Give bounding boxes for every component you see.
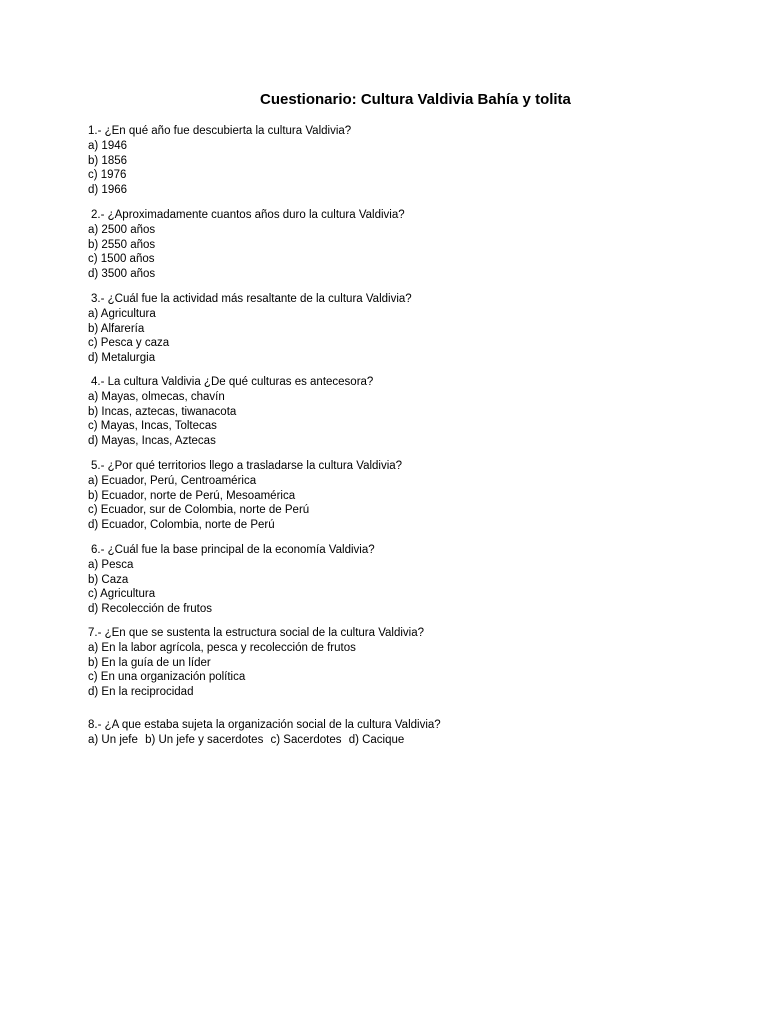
question-7-option-b: b) En la guía de un líder — [88, 656, 211, 669]
question-3-option-c: c) Pesca y caza — [88, 337, 170, 350]
question-5-option-d: d) Ecuador, Colombia, norte de Perú — [88, 519, 275, 532]
question-2 — [88, 208, 405, 282]
question-4-option-b: b) Incas, aztecas, tiwanacota — [88, 405, 237, 418]
question-8-option-d: d) Cacique — [348, 733, 405, 746]
question-3-option-d: d) Metalurgia — [88, 352, 156, 365]
question-1-option-b: b) 1856 — [88, 154, 128, 167]
question-8-option-c: c) Sacerdotes — [270, 733, 342, 746]
question-1-option-c: c) 1976 — [88, 169, 127, 182]
question-2-option-b: b) 2550 años — [88, 238, 156, 251]
question-4-option-a: a) Mayas, olmecas, chavín — [88, 390, 225, 403]
question-3 — [88, 292, 412, 366]
question-5 — [88, 459, 402, 533]
question-6-option-b: b) Caza — [88, 573, 129, 586]
question-7 — [88, 626, 424, 700]
question-1-option-d: d) 1966 — [88, 184, 128, 197]
question-3-option-b: b) Alfarería — [88, 322, 145, 335]
question-2-option-d: d) 3500 años — [88, 268, 156, 281]
question-7-option-c: c) En una organización política — [88, 671, 246, 684]
question-2-text: 2.- ¿Aproximadamente cuantos años duro la cultura Valdivia? — [91, 209, 405, 221]
question-1 — [88, 124, 351, 198]
question-4-text: 4.- La cultura Valdivia ¿De qué culturas es antecesora? — [91, 376, 374, 388]
question-1-text: 1.- ¿En qué año fue descubierta la cultura Valdivia? — [88, 125, 352, 137]
document-title: Cuestionario: Cultura Valdivia Bahía y tolita — [260, 91, 571, 108]
question-6-text: 6.- ¿Cuál fue la base principal de la economía Valdivia? — [91, 544, 375, 556]
question-6-option-a: a) Pesca — [88, 558, 134, 571]
question-8-text: 8.- ¿A que estaba sujeta la organización social de la cultura Valdivia? — [88, 719, 441, 731]
question-8-option-b: b) Un jefe y sacerdotes — [145, 733, 264, 746]
question-8-options — [88, 734, 404, 746]
question-2-option-c: c) 1500 años — [88, 253, 155, 266]
question-5-text: 5.- ¿Por qué territorios llego a trasladarse la cultura Valdivia? — [91, 460, 403, 472]
question-2-option-a: a) 2500 años — [88, 223, 156, 236]
question-5-option-b: b) Ecuador, norte de Perú, Mesoamérica — [88, 489, 296, 502]
question-8 — [88, 718, 441, 748]
question-7-option-d: d) En la reciprocidad — [88, 686, 194, 699]
question-6 — [88, 543, 375, 617]
question-7-text: 7.- ¿En que se sustenta la estructura social de la cultura Valdivia? — [88, 627, 425, 639]
question-1-option-a: a) 1946 — [88, 139, 128, 152]
question-4-option-d: d) Mayas, Incas, Aztecas — [88, 435, 216, 448]
question-4-option-c: c) Mayas, Incas, Toltecas — [88, 420, 217, 433]
question-6-option-d: d) Recolección de frutos — [88, 603, 213, 616]
question-5-option-a: a) Ecuador, Perú, Centroamérica — [88, 474, 257, 487]
question-8-option-a: a) Un jefe — [88, 733, 138, 746]
question-4 — [88, 375, 373, 449]
question-7-option-a: a) En la labor agrícola, pesca y recolección de frutos — [88, 641, 356, 654]
question-3-option-a: a) Agricultura — [88, 307, 156, 320]
question-3-text: 3.- ¿Cuál fue la actividad más resaltante de la cultura Valdivia? — [91, 293, 412, 305]
question-5-option-c: c) Ecuador, sur de Colombia, norte de Perú — [88, 504, 310, 517]
question-6-option-c: c) Agricultura — [88, 588, 156, 601]
